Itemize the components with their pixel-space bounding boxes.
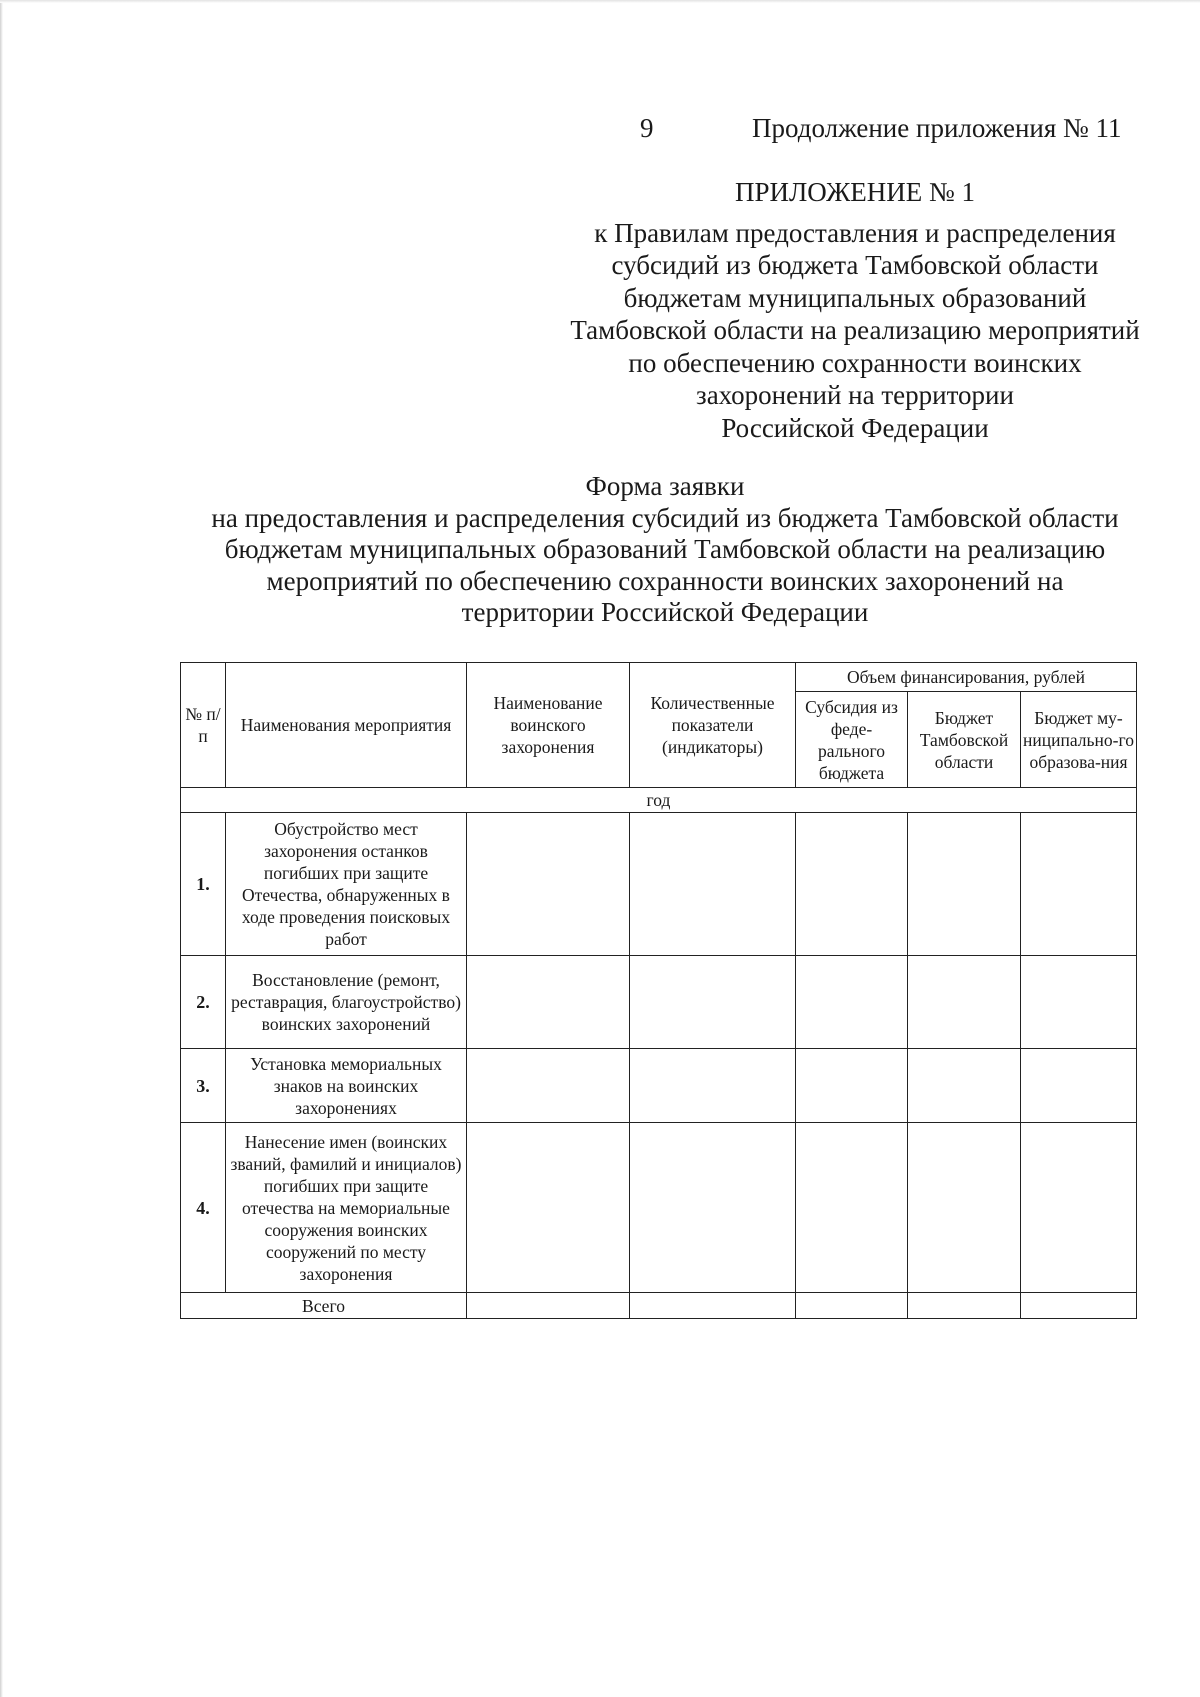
form-subtitle-line: территории Российской Федерации: [461, 597, 869, 627]
appendix-line: к Правилам предоставления и распределения: [594, 217, 1116, 248]
header-burial: Наименование воинского захоронения: [467, 663, 630, 788]
cell-indicators: [630, 1123, 796, 1293]
table-row: [181, 1049, 1137, 1123]
appendix-line: захоронений на территории: [696, 380, 1014, 410]
total-label: Всего: [181, 1293, 467, 1319]
cell-federal: [796, 1049, 908, 1123]
row-number: 1.: [181, 813, 226, 956]
header-federal-subsidy: Субсидия из феде-рального бюджета: [796, 692, 908, 788]
year-row: [181, 788, 1137, 813]
page-number: 9: [640, 113, 654, 143]
row-number: 3.: [181, 1049, 226, 1123]
cell-regional: [908, 1293, 1021, 1319]
cell-municipal: [1021, 1049, 1137, 1123]
appendix-line: субсидий из бюджета Тамбовской области: [611, 250, 1099, 280]
cell-municipal: [1021, 956, 1137, 1049]
cell-burial: [467, 956, 630, 1049]
row-activity: Восстановление (ремонт, реставрация, благоустройство) воинских захоронений: [226, 956, 467, 1049]
row-number: 4.: [181, 1123, 226, 1293]
table-row: [181, 813, 1137, 956]
appendix-line: по обеспечению сохранности воинских: [628, 347, 1082, 378]
appendix-title: ПРИЛОЖЕНИЕ № 1: [734, 177, 976, 207]
header-number: № п/п: [181, 663, 226, 788]
cell-municipal: [1021, 1293, 1137, 1319]
continuation-label: Продолжение приложения № 11: [752, 113, 1122, 143]
appendix-line: Тамбовской области на реализацию мероприятий: [570, 315, 1140, 345]
application-form-table: [180, 662, 1137, 1319]
appendix-line: Российской Федерации: [721, 412, 989, 443]
header-municipal-budget: Бюджет му-ниципально-го образова-ния: [1021, 692, 1137, 788]
cell-indicators: [630, 813, 796, 956]
header-indicators: Количественные показатели (индикаторы): [630, 663, 796, 788]
cell-indicators: [630, 956, 796, 1049]
row-number: 2.: [181, 956, 226, 1049]
form-subtitle-line: на предоставления и распределения субсидий из бюджета Тамбовской области: [211, 502, 1119, 533]
cell-regional: [908, 956, 1021, 1049]
scan-edge: [0, 0, 3, 1697]
form-title: Форма заявки: [585, 471, 745, 501]
cell-regional: [908, 1123, 1021, 1293]
scan-top-edge: [0, 0, 1200, 3]
header-regional-budget: Бюджет Тамбовской области: [908, 692, 1021, 788]
cell-indicators: [630, 1049, 796, 1123]
cell-municipal: [1021, 1123, 1137, 1293]
cell-federal: [796, 813, 908, 956]
appendix-block: [540, 176, 1170, 444]
year-label: год: [181, 788, 1137, 813]
cell-regional: [908, 1049, 1021, 1123]
cell-regional: [908, 813, 1021, 956]
header-activity: Наименования мероприятия: [226, 663, 467, 788]
cell-federal: [796, 1293, 908, 1319]
cell-burial: [467, 813, 630, 956]
row-activity: Нанесение имен (воинских званий, фамилий и инициалов) погибших при защите отечества на мемориальные сооружения воинских сооружений по месту захоронения: [226, 1123, 467, 1293]
table-row: [181, 1123, 1137, 1293]
cell-federal: [796, 956, 908, 1049]
cell-federal: [796, 1123, 908, 1293]
row-activity: Обустройство мест захоронения останков погибших при защите Отечества, обнаруженных в ходе проведения поисковых работ: [226, 813, 467, 956]
header-financing: Объем финансирования, рублей: [796, 663, 1137, 692]
appendix-line: бюджетам муниципальных образований: [623, 282, 1087, 313]
cell-indicators: [630, 1293, 796, 1319]
form-subtitle-line: мероприятий по обеспечению сохранности воинских захоронений на: [266, 565, 1064, 596]
row-activity: Установка мемориальных знаков на воинских захоронениях: [226, 1049, 467, 1123]
cell-burial: [467, 1293, 630, 1319]
table-row: [181, 956, 1137, 1049]
form-title-block: [150, 471, 1180, 629]
form-subtitle-line: бюджетам муниципальных образований Тамбовской области на реализацию: [224, 534, 1106, 564]
cell-municipal: [1021, 813, 1137, 956]
total-row: [181, 1293, 1137, 1319]
cell-burial: [467, 1123, 630, 1293]
cell-burial: [467, 1049, 630, 1123]
